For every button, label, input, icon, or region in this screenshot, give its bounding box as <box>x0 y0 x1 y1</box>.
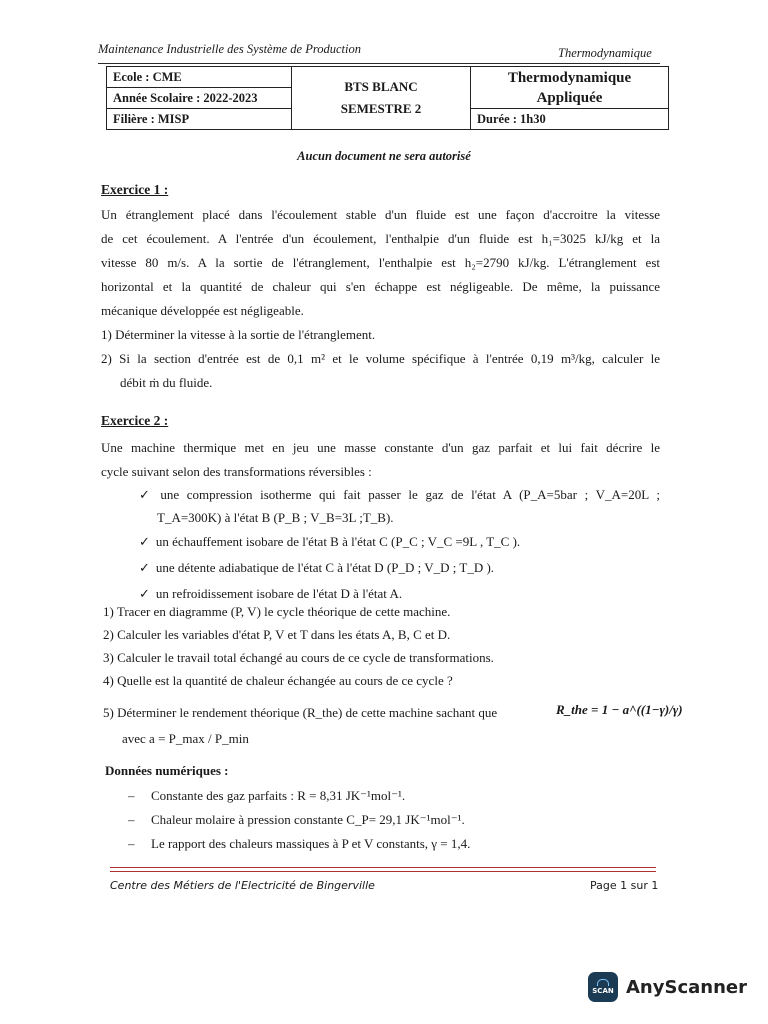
ex1-line: de cet écoulement. A l'entrée d'un écoulement, l'enthalpie d'un fluide est h₁=3025 kJ/kg et la <box>101 231 660 246</box>
q5-avec: avec a = P_max / P_min <box>122 731 249 746</box>
header-rule <box>98 63 660 64</box>
data-item: – Le rapport des chaleurs massiques à P et V constants, γ = 1,4. <box>128 836 471 851</box>
ex1-question: 1) Déterminer la vitesse à la sortie de l'étranglement. <box>101 327 376 342</box>
data-item: – Constante des gaz parfaits : R = 8,31 JK⁻¹mol⁻¹. <box>128 788 406 803</box>
exam-title: BTS BLANC <box>344 79 418 94</box>
ex2-line: Une machine thermique met en jeu une masse constante d'un gaz parfait et lui fait décrire le <box>101 440 660 455</box>
check-mark-icon: ✓ <box>139 586 150 601</box>
ex2-question: 4) Quelle est la quantité de chaleur échangée au cours de ce cycle ? <box>103 673 453 688</box>
ex2-question: 2) Calculer les variables d'état P, V et T dans les états A, B, C et D. <box>103 627 451 642</box>
brand-name: AnyScanner <box>626 976 747 998</box>
bullet-text: une détente adiabatique de l'état C à l'état D (P_D ; V_D ; T_D ). <box>155 560 495 575</box>
ecole-cell: Ecole : CME <box>107 67 292 88</box>
ex2-question5: 5) Déterminer le rendement théorique (R_the) de cette machine sachant que <box>103 705 498 720</box>
exam-info-table <box>106 66 669 130</box>
data-item: – Chaleur molaire à pression constante C_P= 29,1 JK⁻¹mol⁻¹. <box>128 812 465 827</box>
header-left: Maintenance Industrielle des Système de Production <box>98 42 362 56</box>
duree-cell: Durée : 1h30 <box>471 109 669 130</box>
exam-cell <box>292 67 471 130</box>
data-text: Constante des gaz parfaits : R = 8,31 JK⁻¹mol⁻¹. <box>151 788 406 803</box>
anyscanner-watermark <box>588 972 747 1002</box>
exercise1-body <box>101 203 660 395</box>
data-title: Données numériques : <box>105 763 229 778</box>
ex2-bullets <box>139 483 660 607</box>
q5-formula: R_the = 1 − a^((1−γ)/γ) <box>556 702 683 717</box>
footer-left: Centre des Métiers de l'Electricité de Bingerville <box>110 879 375 892</box>
ex1-line: horizontal et la quantité de chaleur qui s'en échappe est négligeable. De même, la puissance <box>101 279 660 294</box>
logo-text: SCAN <box>592 987 614 995</box>
semestre: SEMESTRE 2 <box>340 101 422 116</box>
bullet-item <box>139 529 660 555</box>
notice: Aucun document ne sera autorisé <box>297 149 471 163</box>
bullet-text: un refroidissement isobare de l'état D à l'état A. <box>155 586 403 601</box>
ex2-question: 3) Calculer le travail total échangé au cours de ce cycle de transformations. <box>103 650 494 665</box>
check-mark-icon: ✓ <box>139 560 150 575</box>
exercise2-intro <box>101 436 660 484</box>
check-mark-icon: ✓ <box>139 534 150 549</box>
check-mark-icon: ✓ <box>139 487 155 502</box>
bullet-item-cont: T_A=300K) à l'état B (P_B ; V_B=3L ;T_B). <box>157 510 394 525</box>
bullet-text: un échauffement isobare de l'état B à l'état C (P_C ; V_C =9L , T_C ). <box>155 534 521 549</box>
ex1-line: vitesse 80 m/s. A la sortie de l'étranglement, l'enthalpie est h₂=2790 kJ/kg. L'étranglement est <box>101 255 660 270</box>
subject-line2: Appliquée <box>536 89 603 106</box>
exercise1-title: Exercice 1 : <box>101 182 169 197</box>
annee-cell: Année Scolaire : 2022-2023 <box>107 88 292 109</box>
footer-rule <box>110 867 656 868</box>
bullet-item <box>139 555 660 581</box>
footer-page: Page 1 sur 1 <box>590 879 659 892</box>
bullet-text: une compression isotherme qui fait passer le gaz de l'état A (P_A=5bar ; V_A=20L ; <box>160 487 660 502</box>
subject-cell <box>471 67 669 109</box>
data-text: Le rapport des chaleurs massiques à P et V constants, γ = 1,4. <box>151 836 471 851</box>
ex1-line: mécanique développée est négligeable. <box>101 303 304 318</box>
ex1-question: 2) Si la section d'entrée est de 0,1 m² et le volume spécifique à l'entrée 0,19 m³/kg, calculer le <box>101 351 660 366</box>
scan-logo-icon <box>588 972 618 1002</box>
ex2-line: cycle suivant selon des transformations réversibles : <box>101 464 372 479</box>
ex1-line: Un étranglement placé dans l'écoulement stable d'un fluide est une façon d'accroitre la vitesse <box>101 207 660 222</box>
ex2-question: 1) Tracer en diagramme (P, V) le cycle théorique de cette machine. <box>103 604 451 619</box>
data-list <box>128 784 658 856</box>
ex1-question-cont: débit ṁ du fluide. <box>120 375 213 390</box>
bullet-item <box>139 483 660 506</box>
ex2-questions <box>103 600 660 692</box>
data-text: Chaleur molaire à pression constante C_P= 29,1 JK⁻¹mol⁻¹. <box>151 812 465 827</box>
footer-rule <box>110 871 656 872</box>
exercise2-title: Exercice 2 : <box>101 413 169 428</box>
subject-line1: Thermodynamique <box>507 69 632 86</box>
header-right: Thermodynamique <box>558 46 652 60</box>
filiere-cell: Filière : MISP <box>107 109 292 130</box>
